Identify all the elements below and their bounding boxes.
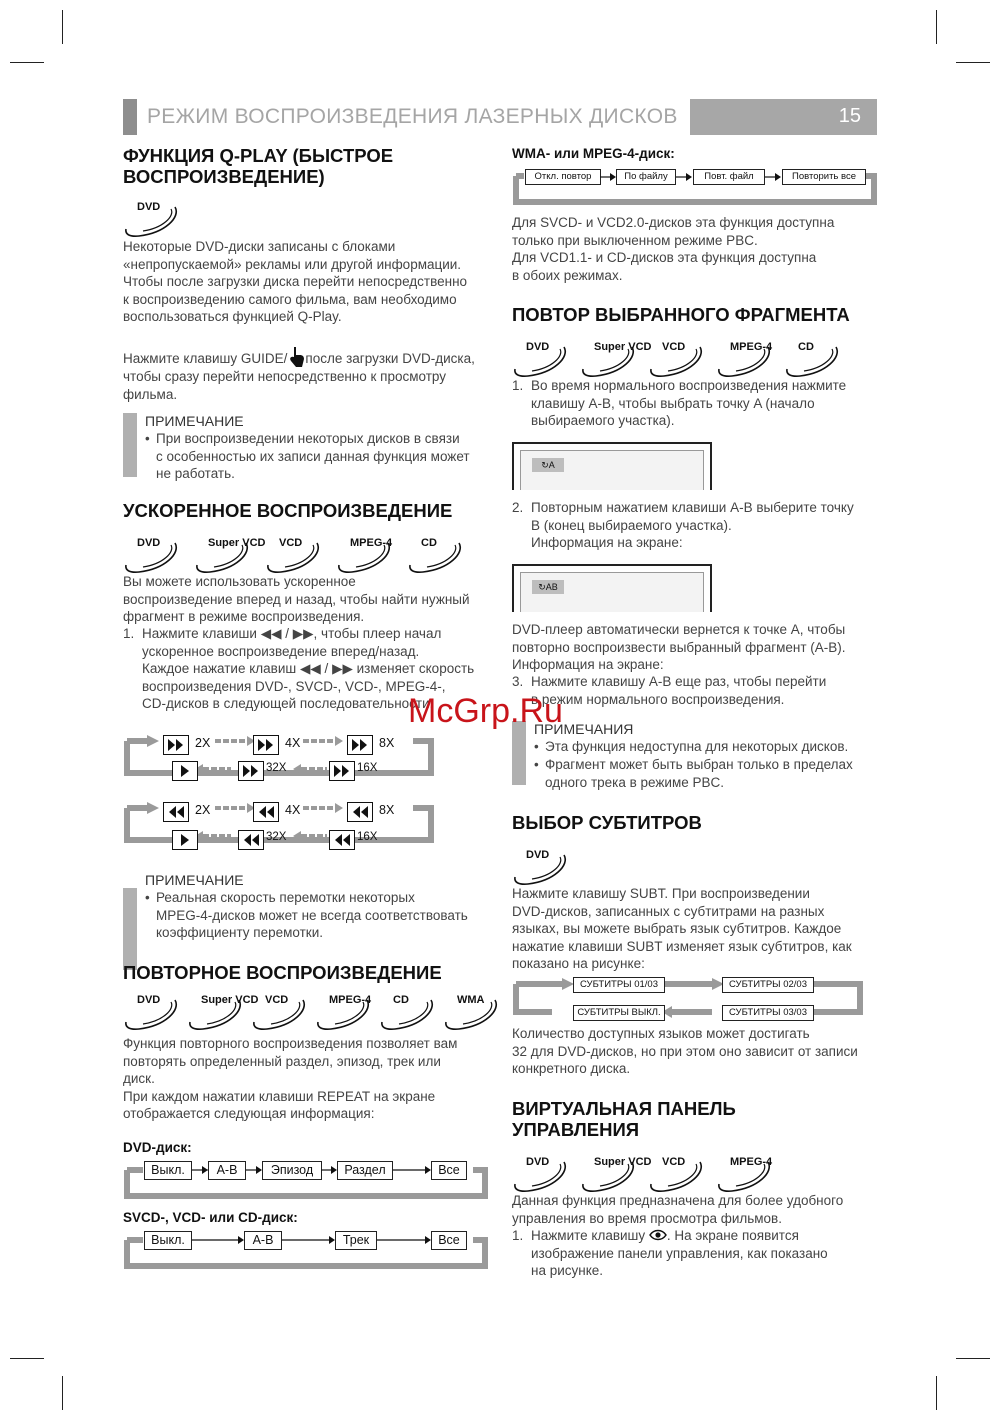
text-line bbox=[142, 625, 474, 643]
text-line: 32 для DVD-дисков, но при этом оно зависит от записи bbox=[512, 1043, 858, 1059]
text-line: Во время нормального воспроизведения нажмите bbox=[531, 378, 847, 393]
text-span: , чтобы плеер начал bbox=[313, 626, 442, 641]
wma-repeat-label: WMA- или MPEG-4-диск: bbox=[512, 146, 675, 161]
text-span: Каждое нажатие клавиш bbox=[142, 661, 297, 676]
step-number: 1. bbox=[512, 1228, 524, 1243]
text-line: фрагмент в режиме воспроизведения. bbox=[123, 609, 365, 624]
text-line: Некоторые DVD-диски записаны с блоками bbox=[123, 239, 396, 254]
text-line: с особенностью их записи данная функция может bbox=[156, 448, 470, 464]
disc-icon-dvd bbox=[123, 201, 181, 241]
note-text: Эта функция недоступна для некоторых дисков. bbox=[545, 739, 849, 754]
text-span: Нажмите клавишу bbox=[531, 1228, 646, 1243]
text-line: нажатие клавиши SUBT изменяет язык субтитров, как bbox=[512, 938, 852, 954]
repeat-mode-box: Раздел bbox=[337, 1161, 393, 1180]
crop-mark bbox=[936, 1376, 937, 1410]
qplay-instruction bbox=[123, 346, 493, 403]
disc-label: CD bbox=[393, 994, 409, 1006]
guide-hand-icon bbox=[287, 346, 305, 368]
dvd-repeat-label: DVD-диск: bbox=[123, 1140, 192, 1155]
disc-label: DVD bbox=[526, 341, 550, 353]
text-line: на рисунке. bbox=[531, 1263, 604, 1278]
arrow-icon bbox=[321, 1164, 337, 1176]
text-span: / bbox=[285, 626, 289, 641]
arrow-icon bbox=[282, 1234, 335, 1246]
disc-label: CD bbox=[798, 341, 814, 353]
disc-label: VCD bbox=[279, 537, 303, 549]
step-number: 1. bbox=[123, 626, 135, 641]
step-text bbox=[531, 499, 854, 552]
step-number: 3. bbox=[512, 674, 524, 689]
text-line: Информация на экране: bbox=[512, 657, 664, 672]
text-line: Для VCD1.1- и CD-дисков эта функция доступна bbox=[512, 250, 817, 265]
text-line: показано на рисунке: bbox=[512, 956, 645, 971]
speed-label: 8X bbox=[379, 803, 395, 817]
subtitle-state-box: СУБТИТРЫ 03/03 bbox=[722, 1005, 814, 1021]
fast-forward-icon bbox=[329, 761, 355, 781]
osd-text: A bbox=[548, 460, 555, 470]
crop-mark bbox=[956, 62, 990, 63]
repeat-mode-box: Все bbox=[431, 1231, 467, 1250]
qplay-title bbox=[123, 145, 393, 187]
disc-label: VCD bbox=[662, 341, 686, 353]
qplay-paragraph bbox=[123, 238, 493, 326]
text-line: Нажмите клавишу A-B еще раз, чтобы перейти bbox=[531, 674, 827, 689]
text-line: DVD-плеер автоматически вернется к точке A, чтобы bbox=[512, 622, 846, 637]
fast-forward-icon bbox=[253, 735, 279, 755]
rewind-icon bbox=[163, 802, 189, 822]
arrow-icon bbox=[192, 1164, 208, 1176]
page-number: 15 bbox=[838, 105, 861, 127]
text-line: выбираемого участка). bbox=[531, 413, 675, 428]
repeat-mode-box: Повторить все bbox=[782, 169, 866, 185]
repeat-mode-box: A-B bbox=[244, 1231, 282, 1250]
disc-icon bbox=[407, 537, 465, 577]
text-line: фильма. bbox=[123, 386, 178, 402]
arrow-icon bbox=[765, 172, 781, 182]
text-line: воспользоваться функцией Q-Play. bbox=[123, 309, 342, 324]
fast-paragraph bbox=[123, 573, 493, 626]
osd-screen-ab bbox=[512, 564, 712, 612]
disc-label: MPEG-4 bbox=[329, 994, 372, 1006]
text-line: повторять определенный раздел, эпизод, трек или bbox=[123, 1053, 441, 1069]
disc-label: Super VCD bbox=[594, 1156, 652, 1168]
disc-icon bbox=[512, 341, 570, 381]
text-span: . На экране появится bbox=[666, 1228, 799, 1243]
disc-icon bbox=[648, 341, 706, 381]
subtitle-cycle-diagram bbox=[512, 972, 878, 1024]
arrow-icon bbox=[393, 1164, 431, 1176]
repeat-mode-box: Трек bbox=[335, 1231, 377, 1250]
text-line: При каждом нажатии клавиши REPEAT на экране bbox=[123, 1088, 436, 1104]
rewind-icon bbox=[329, 830, 355, 850]
disc-icon bbox=[784, 341, 842, 381]
text-line: воспроизведение вперед и назад, чтобы найти нужный bbox=[123, 591, 470, 607]
note-bar bbox=[123, 888, 137, 970]
page-number-box bbox=[690, 99, 877, 135]
osd-badge bbox=[532, 458, 564, 472]
step-text bbox=[531, 1227, 828, 1280]
text-line: только при выключенном режиме PBC. bbox=[512, 232, 758, 248]
arrow-icon bbox=[377, 1234, 431, 1246]
crop-mark bbox=[10, 1358, 44, 1359]
repeat-icon: ↻ bbox=[538, 582, 546, 592]
repeat-paragraph-2 bbox=[512, 214, 882, 284]
disc-label: DVD bbox=[526, 1156, 550, 1168]
text-line: ускоренное воспроизведение вперед/назад. bbox=[142, 643, 420, 659]
text-line: диск. bbox=[123, 1071, 155, 1086]
bullet: • bbox=[534, 757, 539, 772]
ab-paragraph bbox=[512, 621, 882, 674]
arrow-icon bbox=[192, 1234, 244, 1246]
arrow-icon bbox=[676, 172, 692, 182]
note-title: ПРИМЕЧАНИЕ bbox=[145, 872, 244, 888]
ab-title: ПОВТОР ВЫБРАННОГО ФРАГМЕНТА bbox=[512, 304, 850, 325]
vpanel-paragraph bbox=[512, 1192, 882, 1227]
disc-label: Super VCD bbox=[208, 537, 266, 549]
step-text bbox=[531, 377, 846, 430]
rewind-icon: ◀◀ bbox=[260, 626, 282, 641]
fast-forward-icon bbox=[238, 761, 264, 781]
disc-label: DVD bbox=[137, 994, 161, 1006]
disc-icon bbox=[187, 994, 259, 1034]
text-line: чтобы сразу перейти непосредственно к просмотру bbox=[123, 369, 447, 384]
fast-forward-icon bbox=[347, 735, 373, 755]
repeat-title: ПОВТОРНОЕ ВОСПРОИЗВЕДЕНИЕ bbox=[123, 962, 442, 983]
watermark: McGrp.Ru bbox=[408, 692, 563, 730]
text-line: в обоих режимах. bbox=[512, 267, 623, 283]
text-line: в режим нормального воспроизведения. bbox=[531, 691, 785, 707]
repeat-mode-box: Все bbox=[431, 1161, 467, 1180]
text-line: DVD-дисков, записанных с субтитрами на разных bbox=[512, 903, 825, 919]
note-text bbox=[545, 756, 853, 791]
play-icon bbox=[172, 761, 198, 781]
crop-mark bbox=[62, 10, 63, 44]
repeat-mode-box: Эпизод bbox=[262, 1161, 322, 1180]
disc-icon bbox=[648, 1156, 706, 1196]
text-line: B (конец выбираемого участка). bbox=[531, 517, 732, 533]
text-line: Чтобы после загрузки диска перейти непосредственно bbox=[123, 274, 468, 289]
speed-label: 2X bbox=[195, 736, 211, 750]
eye-icon bbox=[649, 1229, 667, 1241]
text-line: Фрагмент может быть выбран только в пределах bbox=[545, 757, 853, 772]
text-line: Информация на экране: bbox=[531, 535, 683, 550]
disc-icon bbox=[123, 537, 181, 577]
rewind-icon bbox=[238, 830, 264, 850]
forward-icon: ▶▶ bbox=[292, 626, 314, 641]
text-span: Нажмите клавиши bbox=[142, 626, 257, 641]
disc-icon bbox=[443, 994, 501, 1034]
text-line: к воспроизведению самого фильма, вам необходимо bbox=[123, 291, 457, 307]
disc-label: Super VCD bbox=[201, 994, 259, 1006]
osd-text: AB bbox=[545, 582, 558, 592]
disc-icon bbox=[336, 537, 394, 577]
disc-label: MPEG-4 bbox=[730, 1156, 773, 1168]
text-line: При воспроизведении некоторых дисков в связи bbox=[156, 431, 460, 446]
text-line: изображение панели управления, как показано bbox=[531, 1245, 828, 1261]
note-bar bbox=[123, 413, 137, 477]
text-span: / bbox=[324, 661, 329, 676]
text-line: коэффициенту перемотки. bbox=[156, 925, 323, 940]
text-line: воспроизведения DVD-, SVCD-, VCD-, MPEG-4-, bbox=[142, 678, 446, 694]
disc-label: DVD bbox=[526, 849, 550, 861]
note-title: ПРИМЕЧАНИЯ bbox=[534, 721, 634, 737]
disc-icon bbox=[580, 1156, 652, 1196]
bullet: • bbox=[145, 890, 150, 905]
osd-screen-a bbox=[512, 442, 712, 490]
bullet: • bbox=[534, 739, 539, 754]
fast-forward-icon bbox=[163, 735, 189, 755]
disc-label: DVD bbox=[137, 201, 161, 213]
text-line: Реальная скорость перемотки некоторых bbox=[156, 890, 415, 905]
speed-label: 32X bbox=[266, 762, 287, 774]
step-number: 2. bbox=[512, 500, 524, 515]
disc-label: DVD bbox=[137, 537, 161, 549]
crop-mark bbox=[10, 62, 44, 63]
step-number: 1. bbox=[512, 378, 524, 393]
repeat-mode-box: Откл. повтор bbox=[525, 169, 601, 185]
disc-label: VCD bbox=[662, 1156, 686, 1168]
disc-label: Super VCD bbox=[594, 341, 652, 353]
repeat-mode-box: Выкл. bbox=[144, 1161, 192, 1180]
subs-title: ВЫБОР СУБТИТРОВ bbox=[512, 812, 702, 833]
page-title: РЕЖИМ ВОСПРОИЗВЕДЕНИЯ ЛАЗЕРНЫХ ДИСКОВ bbox=[147, 105, 678, 128]
text-line: CD-дисков в следующей последовательности: bbox=[142, 696, 434, 711]
speed-label: 32X bbox=[266, 831, 287, 843]
disc-icon bbox=[379, 994, 437, 1034]
disc-icon bbox=[251, 994, 309, 1034]
text-line: клавишу A-B, чтобы выбрать точку A (начало bbox=[531, 395, 815, 411]
repeat-mode-box: A-B bbox=[208, 1161, 246, 1180]
text-line: одного трека в режиме PBC. bbox=[545, 774, 725, 790]
text-line: повторно воспроизвести выбранный фрагмент (A-B). bbox=[512, 639, 846, 655]
repeat-mode-box: Выкл. bbox=[144, 1231, 192, 1250]
qplay-title-line2: ВОСПРОИЗВЕДЕНИЕ) bbox=[123, 166, 325, 187]
text-line: Для SVCD- и VCD2.0-дисков эта функция доступна bbox=[512, 215, 835, 230]
text-line bbox=[142, 660, 474, 678]
speed-label: 16X bbox=[357, 762, 378, 774]
disc-label: VCD bbox=[265, 994, 289, 1006]
bullet: • bbox=[145, 431, 150, 446]
repeat-mode-box: По файлу bbox=[616, 169, 676, 185]
disc-icon bbox=[265, 537, 323, 577]
disc-icon bbox=[194, 537, 266, 577]
rewind-icon: ◀◀ bbox=[300, 661, 321, 676]
speed-label: 2X bbox=[195, 803, 211, 817]
disc-icon bbox=[580, 341, 652, 381]
disc-label: MPEG-4 bbox=[350, 537, 393, 549]
repeat-mode-box: Повт. файл bbox=[693, 169, 765, 185]
disc-label: WMA bbox=[457, 994, 485, 1006]
text-line: Функция повторного воспроизведения позволяет вам bbox=[123, 1036, 458, 1051]
subs-paragraph bbox=[512, 885, 882, 973]
text-line bbox=[123, 346, 493, 368]
rewind-icon bbox=[253, 802, 279, 822]
note-text bbox=[156, 430, 470, 483]
vpanel-title-line1: ВИРТУАЛЬНАЯ ПАНЕЛЬ bbox=[512, 1098, 736, 1119]
text-line: Повторным нажатием клавиши A-B выберите точку bbox=[531, 500, 854, 515]
arrow-icon bbox=[600, 172, 616, 182]
text-line: Данная функция предназначена для более удобного bbox=[512, 1193, 844, 1208]
vpanel-title-line2: УПРАВЛЕНИЯ bbox=[512, 1119, 640, 1140]
text-line: управления во время просмотра фильмов. bbox=[512, 1210, 782, 1226]
disc-icon bbox=[716, 1156, 774, 1196]
repeat-paragraph bbox=[123, 1035, 493, 1123]
play-icon bbox=[172, 830, 198, 850]
text-line: «непропускаемой» рекламы или другой информации. bbox=[123, 256, 462, 272]
vpanel-title bbox=[512, 1098, 736, 1140]
step-text bbox=[531, 673, 826, 708]
crop-mark bbox=[936, 10, 937, 44]
qplay-title-line1: ФУНКЦИЯ Q-PLAY (БЫСТРОЕ bbox=[123, 145, 394, 166]
text-line bbox=[531, 1227, 828, 1245]
speed-label: 16X bbox=[357, 831, 378, 843]
text-line: не работать. bbox=[156, 466, 235, 481]
text-line: Нажмите клавишу SUBT. При воспроизведении bbox=[512, 886, 810, 901]
svcd-repeat-label: SVCD-, VCD- или CD-диск: bbox=[123, 1210, 298, 1225]
text-line: языках, вы можете выбрать язык субтитров. Каждое bbox=[512, 921, 842, 936]
text-line: конкретного диска. bbox=[512, 1061, 631, 1076]
header-accent bbox=[123, 99, 137, 135]
text-line: Вы можете использовать ускоренное bbox=[123, 574, 356, 589]
disc-icon bbox=[512, 1156, 570, 1196]
page-header bbox=[123, 99, 877, 135]
osd-badge bbox=[532, 580, 564, 594]
text-line: отображается следующая информация: bbox=[123, 1106, 375, 1121]
crop-mark bbox=[956, 1358, 990, 1359]
subs-paragraph-2 bbox=[512, 1025, 882, 1078]
subtitle-state-box: СУБТИТРЫ 02/03 bbox=[722, 977, 814, 993]
speed-label: 4X bbox=[285, 736, 301, 750]
text-span: изменяет скорость bbox=[356, 661, 475, 676]
speed-label: 4X bbox=[285, 803, 301, 817]
forward-icon: ▶▶ bbox=[332, 661, 353, 676]
arrow-icon bbox=[246, 1164, 262, 1176]
text-line: MPEG-4-дисков может не всегда соответствовать bbox=[156, 907, 468, 923]
text-span: после загрузки DVD-диска, bbox=[305, 351, 475, 366]
disc-icon bbox=[716, 341, 774, 381]
subtitle-state-box: СУБТИТРЫ ВЫКЛ. bbox=[573, 1005, 665, 1021]
speed-label: 8X bbox=[379, 736, 395, 750]
subtitle-state-box: СУБТИТРЫ 01/03 bbox=[573, 977, 665, 993]
rewind-icon bbox=[347, 802, 373, 822]
text-line: Количество доступных языков может достигать bbox=[512, 1026, 810, 1041]
disc-label: CD bbox=[421, 537, 437, 549]
repeat-icon: ↻ bbox=[541, 460, 549, 470]
crop-mark bbox=[62, 1376, 63, 1410]
fast-title: УСКОРЕННОЕ ВОСПРОИЗВЕДЕНИЕ bbox=[123, 500, 453, 521]
disc-icon-dvd bbox=[512, 849, 570, 889]
note-title: ПРИМЕЧАНИЕ bbox=[145, 413, 244, 429]
disc-label: MPEG-4 bbox=[730, 341, 773, 353]
disc-icon bbox=[123, 994, 181, 1034]
note-text bbox=[156, 889, 468, 942]
text-span: Нажмите клавишу GUIDE/ bbox=[123, 351, 288, 366]
disc-icon bbox=[315, 994, 373, 1034]
